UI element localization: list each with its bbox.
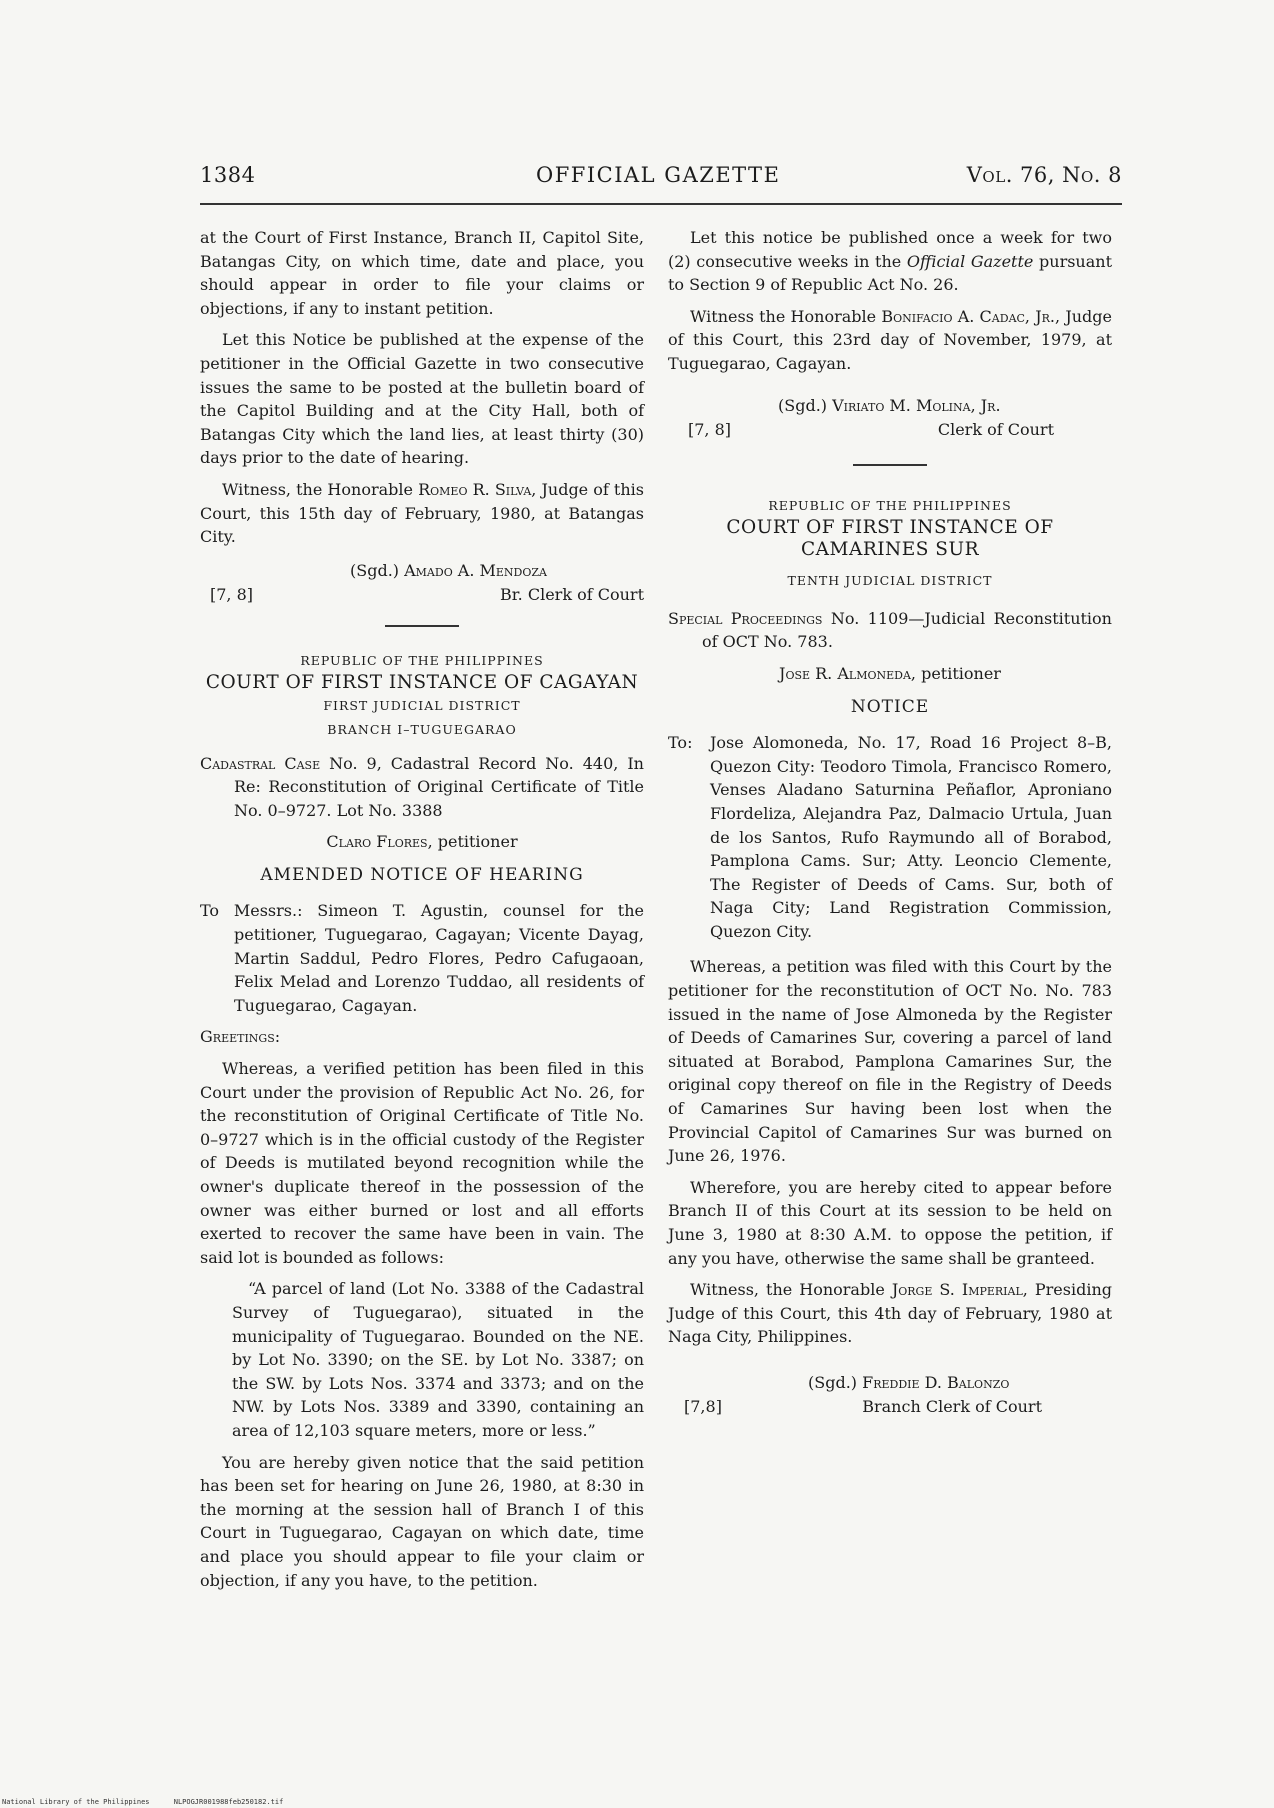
case-text: No. 1109—Judicial Reconstitution of OCT No. 783. (702, 608, 1112, 652)
sgd-mark: (Sgd.) (808, 1372, 858, 1392)
case-caption (668, 607, 1112, 654)
right-column (668, 226, 1112, 1433)
whereas-paragraph: Whereas, a petition was filed with this Court by the petitioner for the reconstitution of OCT No. No. 783 issued in the name of Jose Almoneda by the Register of Deeds of Camarines Sur, covering a parcel of land situated at Borabod, Pamplona Camarines Sur, the original copy thereof on file in the Registry of Deeds of Camarines Sur having been lost when the Provincial Capitol of Camarines Sur was burned on June 26, 1976. (668, 957, 1112, 1166)
section-divider (853, 464, 927, 466)
signature-line (808, 1371, 1009, 1395)
notice-heading: AMENDED NOTICE OF HEARING (260, 864, 584, 885)
signatory-name: Freddie D. Balonzo (862, 1372, 1010, 1392)
case-label: Cadastral Case (200, 753, 321, 773)
witness-suffix: , Judge of this Court, this 15th day of February, 1980, at Batangas City. (200, 479, 644, 547)
lot-description-quote: “A parcel of land (Lot No. 3388 of the Cadastral Survey of Tuguegarao), situated in the municipality of Tuguegarao. Bounded on the NE. by Lot No. 3390; on the SE. by Lot No. 3387; on the SW. by Lots Nos. 3374 and 3373; and on the NW. by Lots Nos. 3389 and 3390, containing an area of 12,103 square meters, more or less.” (232, 1279, 644, 1440)
addressees: To Messrs.: Simeon T. Agustin, counsel for the petitioner, Tuguegarao, Cagayan; Vicente Dayag, Martin Saddul, Pedro Flores, Pedro Cafugaoan, Felix Melad and Lorenzo Tuddao, all residents of Tuguegarao, Cagayan. (200, 901, 644, 1015)
volume-number: Vol. 76, No. 8 (966, 163, 1122, 187)
issue-reference: [7, 8] (210, 584, 254, 604)
witness-prefix: Witness, the Honorable (222, 479, 413, 499)
wherefore-paragraph: Wherefore, you are hereby cited to appear before Branch II of this Court at its session to be held on June 3, 1980 at 8:30 A.M. to oppose the petition, if any you have, otherwise the same shall be granteed. (668, 1177, 1112, 1268)
issue-reference: [7, 8] (688, 419, 732, 439)
signatory-name: Viriato M. Molina, Jr. (832, 395, 1001, 415)
signatory-title: Br. Clerk of Court (500, 584, 644, 604)
witness-judge-name: Bonifacio A. Cadac, Jr. (881, 306, 1056, 326)
petitioner-name: Jose R. Almoneda (779, 663, 911, 683)
case-caption (200, 752, 644, 823)
district-heading: TENTH JUDICIAL DISTRICT (787, 573, 993, 589)
witness-paragraph (668, 305, 1112, 376)
witness-paragraph (200, 478, 644, 549)
witness-prefix: Witness, the Honorable (690, 1280, 885, 1300)
library-credit: National Library of the Philippines (2, 1798, 150, 1806)
signature-line (778, 394, 1001, 418)
page-number: 1384 (200, 163, 256, 187)
witness-prefix: Witness the Honorable (690, 306, 877, 326)
court-heading: COURT OF FIRST INSTANCE OF CAMARINES SUR (726, 517, 1054, 561)
district-heading: FIRST JUDICIAL DISTRICT (323, 698, 521, 714)
petitioner-role: , petitioner (427, 832, 518, 852)
scan-filename: NLPOGJR001988feb250182.tif (173, 1798, 284, 1806)
publication-title: OFFICIAL GAZETTE (536, 163, 781, 187)
petitioner-line (200, 830, 644, 854)
signature-block (668, 394, 1112, 446)
witness-paragraph (668, 1278, 1112, 1349)
publish-prefix: Let this notice be published once a week for two (2) consecutive weeks in the (668, 228, 1112, 271)
section-divider (385, 625, 459, 627)
court-heading: COURT OF FIRST INSTANCE OF CAGAYAN (205, 672, 639, 694)
publish-suffix: pursuant to Section 9 of Republic Act No. 26. (668, 251, 1112, 295)
continuation-paragraph: at the Court of First Instance, Branch II, Capitol Site, Batangas City, on which time, date and place, you should appear in order to file your claims or objections, if any to instant petition. (200, 228, 644, 318)
gazette-italic: Official Gazette (906, 251, 1034, 271)
petitioner-line (668, 662, 1112, 686)
sgd-mark: (Sgd.) (778, 395, 828, 415)
issue-reference: [7,8] (684, 1396, 722, 1416)
witness-judge-name: Jorge S. Imperial (891, 1280, 1023, 1300)
witness-suffix: , Judge of this Court, this 23rd day of November, 1979, at Tuguegarao, Cagayan. (668, 306, 1112, 373)
whereas-paragraph: Whereas, a verified petition has been filed in this Court under the provision of Republic Act No. 26, for the reconstitution of Original Certificate of Title No. 0–9727 which is in the official custody of the Register of Deeds is mutilated beyond recognition while the owner's duplicate thereof in the possession of the owner was either burned or lost and all efforts exerted to recover the same have been in vain. The said lot is bounded as follows: (200, 1059, 644, 1267)
witness-suffix: , Presiding Judge of this Court, this 4th day of February, 1980 at Naga City, Philippines. (668, 1280, 1112, 1347)
branch-heading: BRANCH I–TUGUEGARAO (327, 721, 517, 737)
left-column (200, 226, 644, 1600)
header-rule (200, 203, 1122, 205)
publication-paragraph (668, 226, 1112, 297)
republic-heading: REPUBLIC OF THE PHILIPPINES (768, 497, 1012, 513)
publication-paragraph: Let this Notice be published at the expense of the petitioner in the Official Gazette in two consecutive issues the same to be posted at the bulletin board of the Capitol Building and at the City Hall, both of Batangas City which the land lies, at least thirty (30) days prior to the date of hearing. (200, 330, 644, 468)
signatory-title: Branch Clerk of Court (862, 1396, 1042, 1416)
case-text: No. 9, Cadastral Record No. 440, In Re: Reconstitution of Original Certificate of Title No. 0–9727. Lot No. 3388 (234, 753, 644, 820)
signature-line (350, 559, 547, 583)
signatory-name: Amado A. Mendoza (404, 560, 547, 580)
sgd-mark: (Sgd.) (350, 560, 400, 580)
addressees (668, 731, 1112, 943)
witness-judge-name: Romeo R. Silva (418, 479, 532, 499)
petitioner-role: , petitioner (910, 663, 1001, 683)
petitioner-name: Claro Flores (326, 832, 428, 852)
greetings: Greetings: (200, 1027, 281, 1047)
case-label: Special Proceedings (668, 608, 823, 628)
notice-heading: NOTICE (850, 696, 930, 717)
addressee-list: Jose Alomoneda, No. 17, Road 16 Project 8–B, Quezon City: Teodoro Timola, Francisco Romero, Venses Aladano Saturnina Peñaflor, Aproniano Flordeliza, Alejandra Paz, Dalmacio Urtula, Juan de los Santos, Rufo Raymundo all of Borabod, Pamplona Cams. Sur; Atty. Leoncio Clemente, The Register of Deeds of Cams. Sur, both of Naga City; Land Registration Commission, Quezon City. (710, 733, 1112, 941)
hearing-paragraph: You are hereby given notice that the said petition has been set for hearing on June 26, 1980, at 8:30 in the morning at the session hall of Branch I of this Court in Tuguegarao, Cagayan on which date, time and place you should appear to file your claim or objection, if any you have, to the petition. (200, 1452, 644, 1590)
addressee-label: To: (668, 733, 693, 753)
scan-footer (2, 1798, 303, 1806)
signature-block (668, 1371, 1112, 1423)
republic-heading: REPUBLIC OF THE PHILIPPINES (300, 652, 544, 668)
signature-block (200, 559, 644, 611)
signatory-title: Clerk of Court (937, 419, 1054, 439)
